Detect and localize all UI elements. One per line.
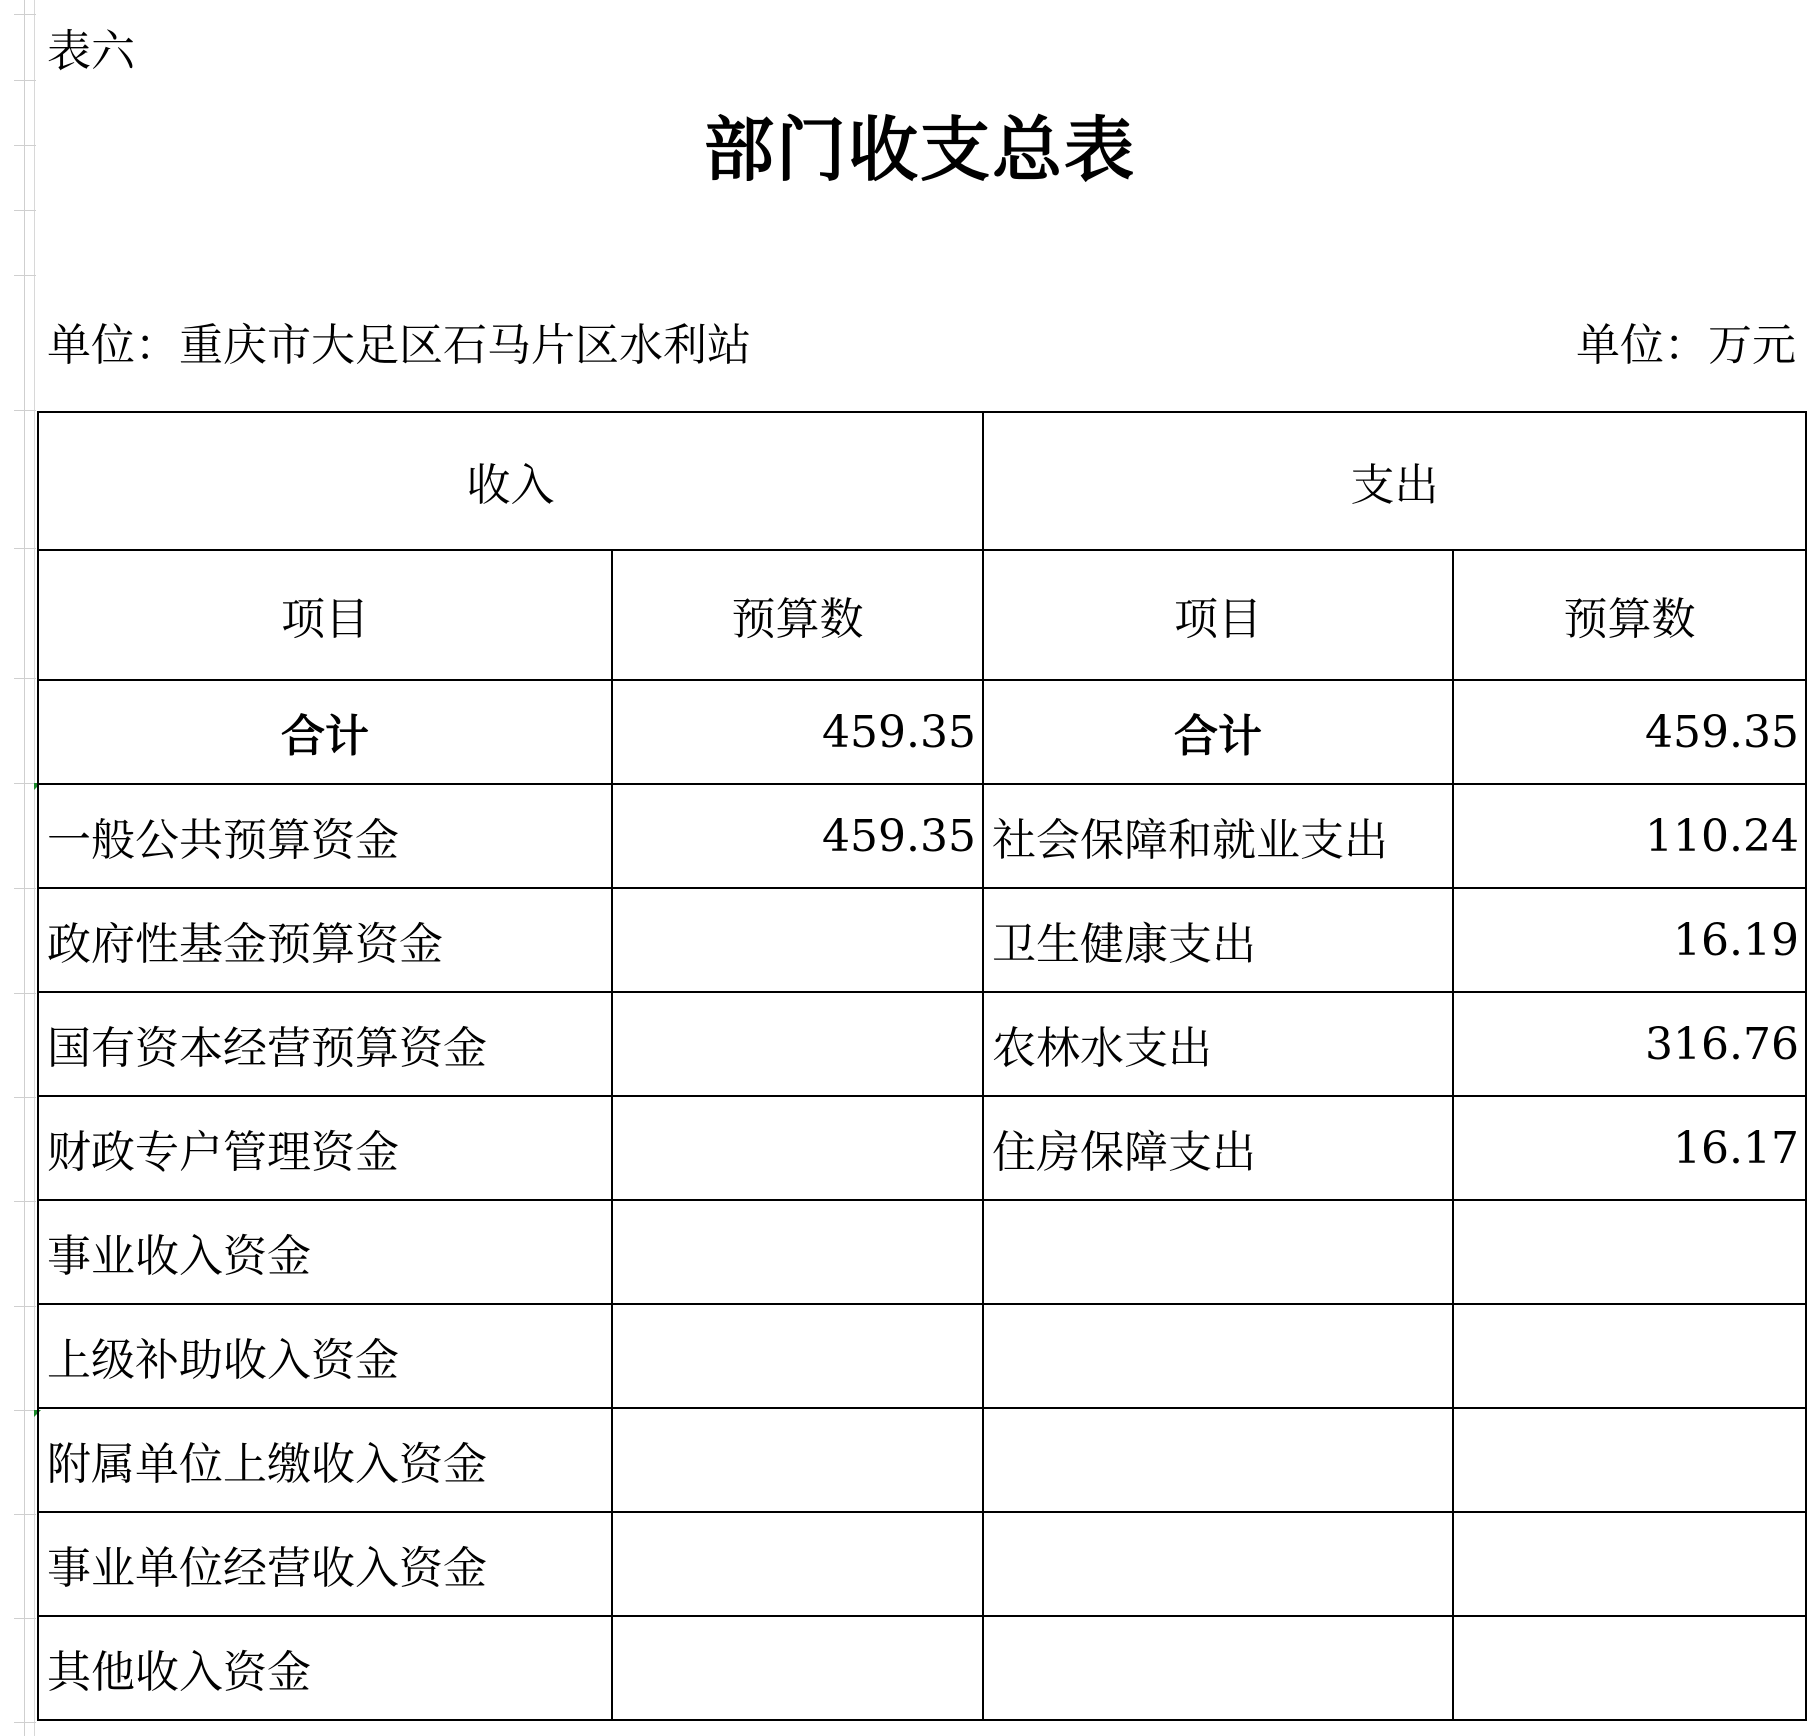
table-row	[38, 1512, 1806, 1616]
table-row	[38, 1408, 1806, 1512]
gutter-tick	[14, 888, 36, 889]
expense-item-cell[interactable]: 卫生健康支出	[983, 888, 1453, 992]
expense-amount-cell[interactable]	[1453, 1304, 1806, 1408]
table-row	[38, 1200, 1806, 1304]
row-gutter	[0, 0, 36, 1736]
unit-currency: 单位：万元	[1576, 320, 1796, 371]
expense-amount-header[interactable]: 预算数	[1453, 550, 1806, 680]
page-title: 部门收支总表	[704, 108, 1136, 191]
income-item-header[interactable]: 项目	[38, 550, 612, 680]
income-item-cell[interactable]: 财政专户管理资金	[38, 1096, 612, 1200]
gutter-tick	[14, 1410, 36, 1411]
gutter-tick	[14, 1618, 36, 1619]
income-total-label[interactable]: 合计	[38, 680, 612, 784]
gutter-tick	[14, 410, 36, 411]
gutter-tick	[14, 80, 36, 81]
gutter-tick	[14, 548, 36, 549]
expense-amount-cell[interactable]	[1453, 1408, 1806, 1512]
expense-item-cell[interactable]	[983, 1304, 1453, 1408]
gutter-tick	[14, 1097, 36, 1098]
column-header-row	[38, 550, 1806, 680]
income-item-cell[interactable]: 一般公共预算资金	[38, 784, 612, 888]
expense-total-amount[interactable]: 459.35	[1453, 680, 1806, 784]
income-amount-cell[interactable]	[612, 1096, 983, 1200]
gutter-tick	[14, 1201, 36, 1202]
income-item-cell[interactable]: 其他收入资金	[38, 1616, 612, 1720]
income-amount-cell[interactable]	[612, 992, 983, 1096]
gutter-line	[24, 0, 25, 1736]
gutter-tick	[14, 210, 36, 211]
table-row	[38, 1616, 1806, 1720]
expense-item-cell[interactable]: 住房保障支出	[983, 1096, 1453, 1200]
income-item-cell[interactable]: 事业收入资金	[38, 1200, 612, 1304]
expense-item-cell[interactable]	[983, 1512, 1453, 1616]
sheet-label: 表六	[47, 26, 135, 77]
income-item-cell[interactable]: 上级补助收入资金	[38, 1304, 612, 1408]
expense-item-cell[interactable]	[983, 1200, 1453, 1304]
gutter-tick	[14, 14, 36, 15]
income-amount-cell[interactable]	[612, 1512, 983, 1616]
income-amount-cell[interactable]	[612, 1200, 983, 1304]
income-amount-cell[interactable]	[612, 1616, 983, 1720]
income-total-amount[interactable]: 459.35	[612, 680, 983, 784]
expense-item-cell[interactable]	[983, 1408, 1453, 1512]
income-item-cell[interactable]: 国有资本经营预算资金	[38, 992, 612, 1096]
gutter-tick	[14, 1722, 36, 1723]
gutter-tick	[14, 993, 36, 994]
expense-amount-cell[interactable]: 316.76	[1453, 992, 1806, 1096]
table-row	[38, 1304, 1806, 1408]
unit-organization: 单位：重庆市大足区石马片区水利站	[47, 320, 751, 371]
income-amount-cell[interactable]	[612, 1304, 983, 1408]
income-item-cell[interactable]: 政府性基金预算资金	[38, 888, 612, 992]
table-row	[38, 992, 1806, 1096]
income-section-header[interactable]: 收入	[38, 412, 983, 550]
income-amount-cell[interactable]: 459.35	[612, 784, 983, 888]
table-row	[38, 1096, 1806, 1200]
gutter-tick	[14, 678, 36, 679]
expense-item-header[interactable]: 项目	[983, 550, 1453, 680]
expense-amount-cell[interactable]: 110.24	[1453, 784, 1806, 888]
expense-item-cell[interactable]: 农林水支出	[983, 992, 1453, 1096]
income-item-cell[interactable]: 事业单位经营收入资金	[38, 1512, 612, 1616]
table-row	[38, 784, 1806, 888]
expense-amount-cell[interactable]	[1453, 1200, 1806, 1304]
section-header-row	[38, 412, 1806, 550]
expense-amount-cell[interactable]	[1453, 1616, 1806, 1720]
gutter-tick	[14, 1514, 36, 1515]
expense-item-cell[interactable]: 社会保障和就业支出	[983, 784, 1453, 888]
expense-amount-cell[interactable]	[1453, 1512, 1806, 1616]
total-row	[38, 680, 1806, 784]
income-amount-header[interactable]: 预算数	[612, 550, 983, 680]
expense-amount-cell[interactable]: 16.17	[1453, 1096, 1806, 1200]
income-item-cell[interactable]: 附属单位上缴收入资金	[38, 1408, 612, 1512]
income-amount-cell[interactable]	[612, 888, 983, 992]
gutter-tick	[14, 783, 36, 784]
income-amount-cell[interactable]	[612, 1408, 983, 1512]
expense-total-label[interactable]: 合计	[983, 680, 1453, 784]
gutter-line	[34, 0, 35, 1736]
expense-amount-cell[interactable]: 16.19	[1453, 888, 1806, 992]
expense-item-cell[interactable]	[983, 1616, 1453, 1720]
budget-table	[37, 411, 1807, 1721]
gutter-tick	[14, 275, 36, 276]
expense-section-header[interactable]: 支出	[983, 412, 1806, 550]
table-row	[38, 888, 1806, 992]
gutter-tick	[14, 1306, 36, 1307]
